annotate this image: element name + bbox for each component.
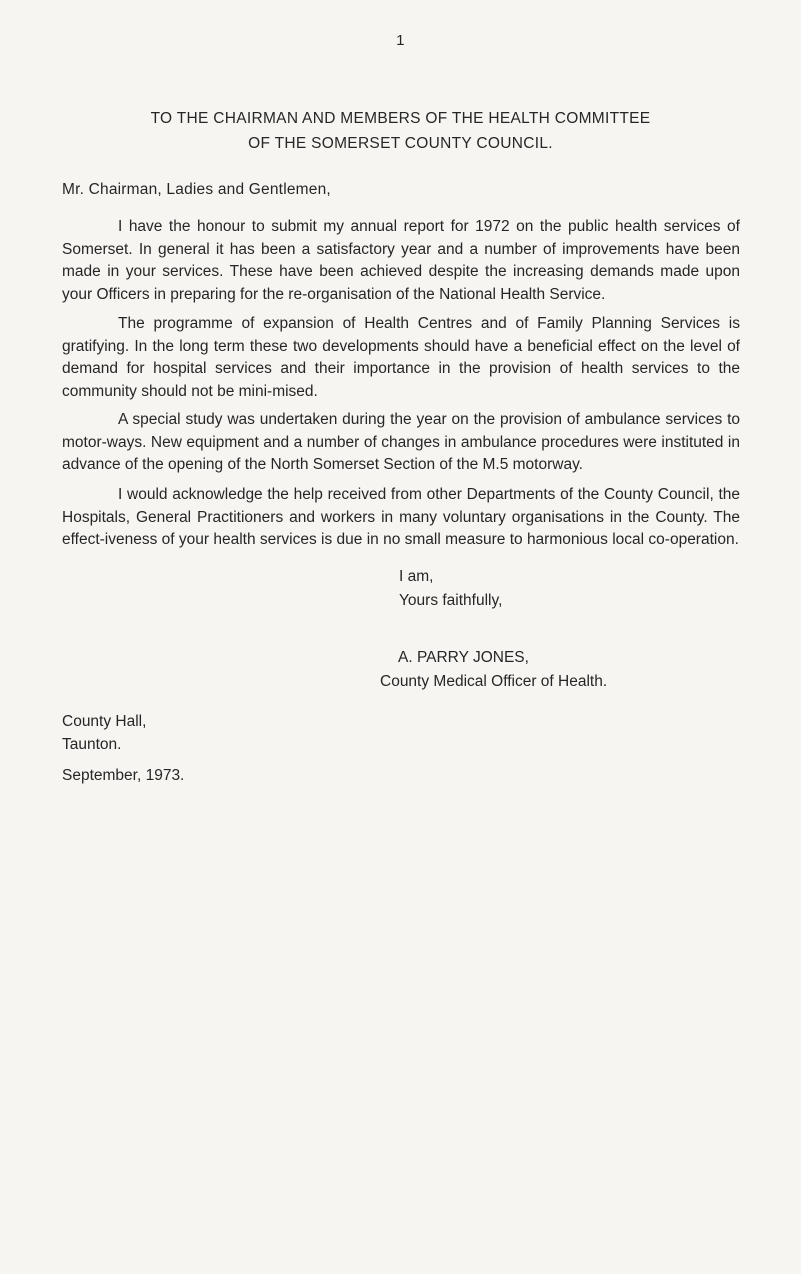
signer-title: County Medical Officer of Health. [380, 673, 608, 690]
closing-line-1: I am, [399, 568, 434, 585]
salutation: Mr. Chairman, Ladies and Gentlemen, [62, 181, 331, 198]
letter-heading [60, 106, 741, 156]
address-line-1: County Hall, [62, 713, 147, 730]
letter-date: September, 1973. [62, 767, 185, 784]
signer-name: A. PARRY JONES, [398, 649, 529, 666]
heading-line-2: OF THE SOMERSET COUNTY COUNCIL. [248, 135, 553, 152]
address-line-2: Taunton. [62, 736, 122, 753]
page-number: 1 [396, 32, 405, 49]
paragraph-ambulance-study: A special study was undertaken during the year on the provision of ambulance services to motor-ways. New equipment and a number of changes in ambulance procedures were instituted in advance of the opening of the North Somerset Section of the M.5 motorway. [62, 411, 740, 473]
paragraph-annual-report: I have the honour to submit my annual report for 1972 on the public health services of Somerset. In general it has been a satisfactory year and a number of improvements have been made in your services. These have been achieved despite the increasing demands made upon your Officers in preparing for the re-organisation of the National Health Service. [62, 218, 740, 303]
paragraph-acknowledgement: I would acknowledge the help received from other Departments of the County Council, the Hospitals, General Practitioners and workers in many voluntary organisations in the County. The effect-iveness of your health services is due in no small measure to harmonious local co-operation. [62, 486, 740, 548]
paragraph-health-centres: The programme of expansion of Health Centres and of Family Planning Services is gratifying. In the long term these two developments should have a beneficial effect on the level of demand for hospital services and their importance in the provision of health services to the community should not be mini-mised. [62, 315, 740, 400]
heading-line-1: TO THE CHAIRMAN AND MEMBERS OF THE HEALTH COMMITTEE [150, 110, 651, 127]
closing-line-2: Yours faithfully, [399, 592, 503, 609]
